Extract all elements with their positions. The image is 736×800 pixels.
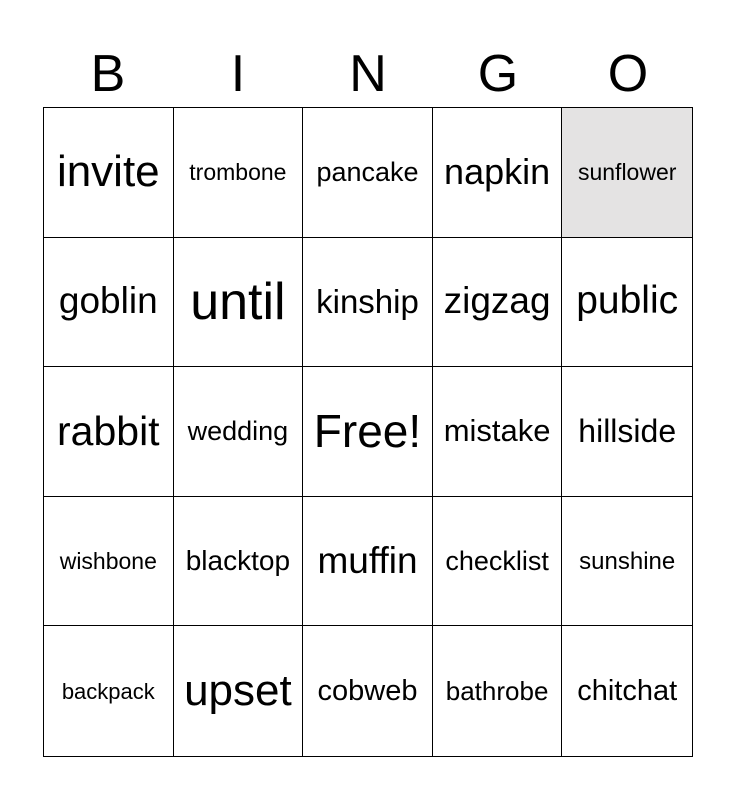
- bingo-cell-r5-c5[interactable]: chitchat: [577, 674, 678, 707]
- header-letter-g: G: [477, 45, 519, 103]
- header-letter-b: B: [90, 45, 126, 103]
- bingo-cell-r1-c3[interactable]: pancake: [303, 108, 433, 238]
- bingo-board: [43, 107, 693, 757]
- bingo-cell-r1-c2[interactable]: trombone: [174, 108, 304, 238]
- header-letter-n: N: [349, 45, 387, 103]
- bingo-cell-r2-c2[interactable]: until: [174, 238, 304, 368]
- bingo-cell-r5-c3[interactable]: cobweb: [303, 626, 433, 756]
- bingo-cell-r2-c1[interactable]: goblin: [44, 238, 174, 368]
- bingo-cell-r4-c2[interactable]: blacktop: [174, 497, 304, 627]
- bingo-cell-r4-c4[interactable]: checklist: [433, 497, 563, 627]
- bingo-cell-r1-c1[interactable]: invite: [44, 108, 174, 238]
- bingo-cell-r2-c4[interactable]: zigzag: [433, 238, 563, 368]
- bingo-cell-r4-c1[interactable]: wishbone: [44, 497, 174, 627]
- header-letter-i: I: [230, 45, 246, 103]
- bingo-cell-r3-c5[interactable]: hillside: [562, 367, 692, 497]
- bingo-cell-r4-c5[interactable]: sunshine: [562, 497, 692, 627]
- bingo-cell-r3-c4[interactable]: mistake: [433, 367, 563, 497]
- bingo-cell-r5-c4[interactable]: bathrobe: [433, 626, 563, 756]
- bingo-cell-r1-c5[interactable]: sunflower: [562, 108, 692, 238]
- bingo-cell-r3-c3-free[interactable]: Free!: [303, 367, 433, 497]
- bingo-cell-r3-c2[interactable]: wedding: [174, 367, 304, 497]
- header-letter-o: O: [607, 45, 649, 103]
- bingo-cell-r5-c2[interactable]: upset: [174, 626, 304, 756]
- bingo-cell-r5-c1[interactable]: backpack: [44, 626, 174, 756]
- bingo-cell-r2-c5[interactable]: public: [562, 238, 692, 368]
- bingo-cell-r4-c3[interactable]: muffin: [303, 497, 433, 627]
- bingo-cell-r3-c1[interactable]: rabbit: [44, 367, 174, 497]
- bingo-header: [43, 40, 693, 108]
- bingo-cell-r2-c3[interactable]: kinship: [303, 238, 433, 368]
- bingo-cell-r1-c4[interactable]: napkin: [433, 108, 563, 238]
